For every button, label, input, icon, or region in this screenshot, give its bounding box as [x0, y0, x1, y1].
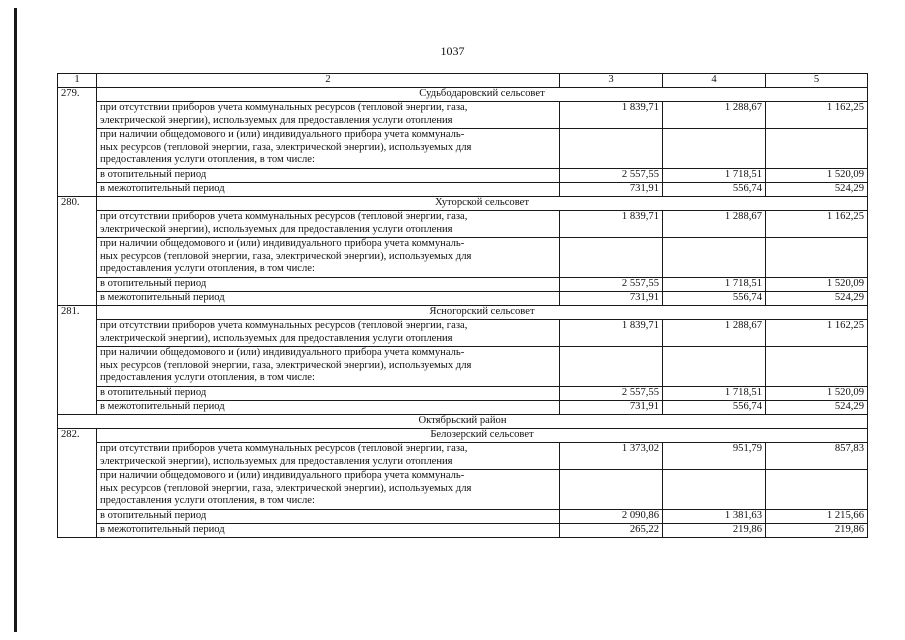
row-description: [97, 238, 560, 278]
value-cell: 524,29: [766, 401, 868, 415]
with-meter-row: [58, 129, 868, 169]
with-meter-row: [58, 347, 868, 387]
section-row: [58, 429, 868, 443]
value-cell: 1 288,67: [663, 102, 766, 129]
row-description: в отопительный период: [97, 387, 560, 401]
value-cell: [766, 129, 868, 169]
row-description: [97, 443, 560, 470]
heating-period-row: [58, 510, 868, 524]
row-description: в межотопительный период: [97, 401, 560, 415]
value-cell: 1 839,71: [560, 211, 663, 238]
header-row: [58, 74, 868, 88]
description-line: при наличии общедомового и (или) индивидуального прибора учета коммуналь-: [100, 470, 465, 481]
non-heating-period-row: [58, 401, 868, 415]
description-line: ных ресурсов (тепловой энергии, газа, электрической энергии), используемых для: [100, 250, 472, 262]
value-cell: 2 557,55: [560, 169, 663, 183]
value-cell: 1 520,09: [766, 169, 868, 183]
description-line: ных ресурсов (тепловой энергии, газа, электрической энергии), используемых для: [100, 359, 472, 371]
section-row: [58, 197, 868, 211]
row-description: в отопительный период: [97, 510, 560, 524]
row-number: 282.: [58, 429, 97, 538]
with-meter-row: [58, 238, 868, 278]
value-cell: 1 162,25: [766, 320, 868, 347]
non-heating-period-row: [58, 524, 868, 538]
table-body: [58, 88, 868, 538]
description-line: при наличии общедомового и (или) индивидуального прибора учета коммуналь-: [100, 347, 465, 358]
row-description: в отопительный период: [97, 169, 560, 183]
value-cell: [663, 129, 766, 169]
description-line: при отсутствии приборов учета коммунальных ресурсов (тепловой энергии, газа,: [100, 211, 468, 222]
non-heating-period-row: [58, 292, 868, 306]
value-cell: [560, 238, 663, 278]
row-description: в межотопительный период: [97, 292, 560, 306]
value-cell: 2 557,55: [560, 387, 663, 401]
value-cell: 1 520,09: [766, 387, 868, 401]
value-cell: [560, 347, 663, 387]
value-cell: [560, 129, 663, 169]
no-meter-row: [58, 443, 868, 470]
section-row: [58, 306, 868, 320]
value-cell: 731,91: [560, 292, 663, 306]
value-cell: [663, 470, 766, 510]
heating-period-row: [58, 387, 868, 401]
section-row: [58, 88, 868, 102]
row-description: в межотопительный период: [97, 183, 560, 197]
row-description: [97, 470, 560, 510]
value-cell: 556,74: [663, 401, 766, 415]
description-line: при наличии общедомового и (или) индивидуального прибора учета коммуналь-: [100, 129, 465, 140]
row-number: 279.: [58, 88, 97, 197]
value-cell: 2 557,55: [560, 278, 663, 292]
value-cell: [766, 470, 868, 510]
value-cell: 1 288,67: [663, 320, 766, 347]
row-description: [97, 320, 560, 347]
district-row: [58, 415, 868, 429]
description-line: при отсутствии приборов учета коммунальных ресурсов (тепловой энергии, газа,: [100, 102, 468, 113]
header-cell: 1: [58, 74, 97, 88]
value-cell: 524,29: [766, 292, 868, 306]
row-number: 280.: [58, 197, 97, 306]
no-meter-row: [58, 320, 868, 347]
description-line: предоставления услуги отопления, в том числе:: [100, 372, 315, 383]
value-cell: 1 162,25: [766, 211, 868, 238]
section-title: Судьбодаровский сельсовет: [97, 88, 868, 102]
description-line: при отсутствии приборов учета коммунальных ресурсов (тепловой энергии, газа,: [100, 443, 468, 454]
value-cell: 1 718,51: [663, 387, 766, 401]
scan-margin-line: [14, 8, 17, 632]
value-cell: 219,86: [663, 524, 766, 538]
value-cell: 1 381,63: [663, 510, 766, 524]
value-cell: 265,22: [560, 524, 663, 538]
value-cell: 1 162,25: [766, 102, 868, 129]
value-cell: 219,86: [766, 524, 868, 538]
no-meter-row: [58, 102, 868, 129]
value-cell: [766, 347, 868, 387]
no-meter-row: [58, 211, 868, 238]
description-line: при отсутствии приборов учета коммунальных ресурсов (тепловой энергии, газа,: [100, 320, 468, 331]
section-title: Ясногорский сельсовет: [97, 306, 868, 320]
row-description: [97, 347, 560, 387]
value-cell: 2 090,86: [560, 510, 663, 524]
value-cell: [663, 347, 766, 387]
row-description: [97, 129, 560, 169]
row-description: [97, 102, 560, 129]
page-number: 1037: [440, 44, 465, 58]
district-title: Октябрьский район: [58, 415, 868, 429]
heating-period-row: [58, 169, 868, 183]
row-description: в межотопительный период: [97, 524, 560, 538]
description-line: предоставления услуги отопления, в том числе:: [100, 154, 315, 165]
non-heating-period-row: [58, 183, 868, 197]
value-cell: 524,29: [766, 183, 868, 197]
value-cell: 1 718,51: [663, 278, 766, 292]
description-line: предоставления услуги отопления, в том числе:: [100, 263, 315, 274]
value-cell: 1 839,71: [560, 102, 663, 129]
value-cell: 556,74: [663, 183, 766, 197]
description-line: электрической энергии), используемых для предоставления услуги отопления: [100, 223, 453, 235]
value-cell: 556,74: [663, 292, 766, 306]
value-cell: 1 839,71: [560, 320, 663, 347]
section-title: Хуторской сельсовет: [97, 197, 868, 211]
value-cell: [766, 238, 868, 278]
heating-period-row: [58, 278, 868, 292]
value-cell: 951,79: [663, 443, 766, 470]
description-line: при наличии общедомового и (или) индивидуального прибора учета коммуналь-: [100, 238, 465, 249]
value-cell: 1 288,67: [663, 211, 766, 238]
value-cell: 731,91: [560, 401, 663, 415]
value-cell: 731,91: [560, 183, 663, 197]
value-cell: 1 718,51: [663, 169, 766, 183]
row-description: в отопительный период: [97, 278, 560, 292]
value-cell: 857,83: [766, 443, 868, 470]
tariff-table: [57, 73, 868, 538]
description-line: ных ресурсов (тепловой энергии, газа, электрической энергии), используемых для: [100, 482, 472, 494]
description-line: электрической энергии), используемых для предоставления услуги отопления: [100, 114, 453, 126]
header-cell: 4: [663, 74, 766, 88]
row-description: [97, 211, 560, 238]
header-cell: 2: [97, 74, 560, 88]
with-meter-row: [58, 470, 868, 510]
description-line: ных ресурсов (тепловой энергии, газа, электрической энергии), используемых для: [100, 141, 472, 153]
row-number: 281.: [58, 306, 97, 415]
section-title: Белозерский сельсовет: [97, 429, 868, 443]
description-line: электрической энергии), используемых для предоставления услуги отопления: [100, 455, 453, 467]
header-cell: 5: [766, 74, 868, 88]
value-cell: 1 520,09: [766, 278, 868, 292]
value-cell: 1 373,02: [560, 443, 663, 470]
value-cell: [560, 470, 663, 510]
value-cell: 1 215,66: [766, 510, 868, 524]
header-cell: 3: [560, 74, 663, 88]
value-cell: [663, 238, 766, 278]
description-line: электрической энергии), используемых для предоставления услуги отопления: [100, 332, 453, 344]
description-line: предоставления услуги отопления, в том числе:: [100, 495, 315, 506]
